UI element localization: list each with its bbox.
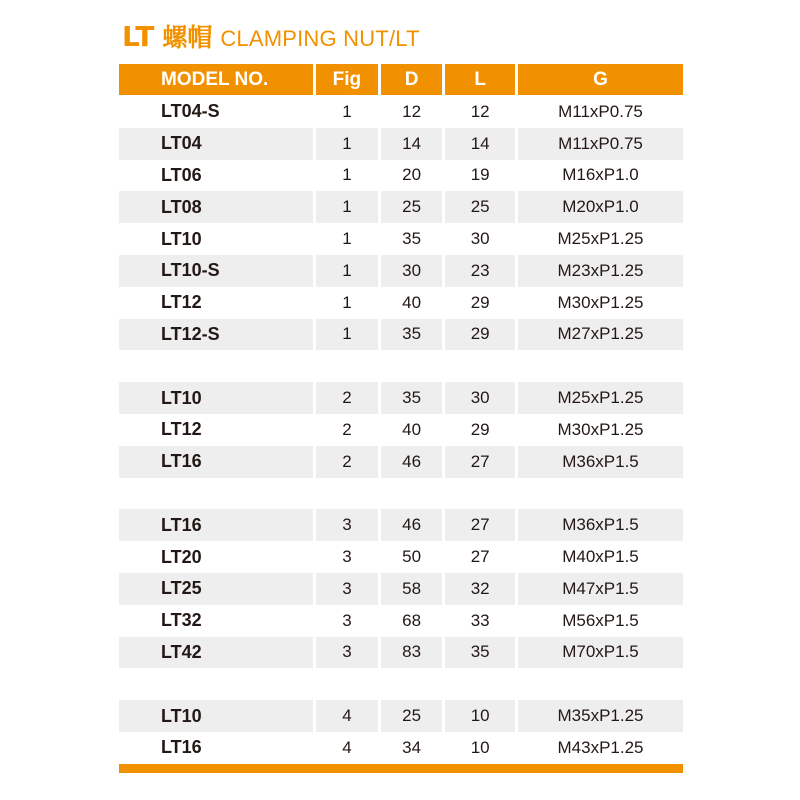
cell-model-no: LT16 <box>161 737 202 758</box>
cell-g: M30xP1.25 <box>557 419 644 439</box>
cell-l: 12 <box>470 101 490 121</box>
cell-fig: 1 <box>316 319 378 351</box>
cell-model-no: LT16 <box>119 446 313 478</box>
table-row <box>119 605 683 637</box>
cell-g: M25xP1.25 <box>518 382 683 414</box>
cell-l: 10 <box>445 700 515 732</box>
cell-g: M35xP1.25 <box>518 700 683 732</box>
cell-model-no: LT16 <box>119 509 313 541</box>
cell-l: 32 <box>445 573 515 605</box>
cell-model-no: LT12-S <box>119 319 313 351</box>
cell-model-no: LT25 <box>119 573 313 605</box>
cell-g: M36xP1.5 <box>518 509 683 541</box>
table-row <box>119 255 683 287</box>
cell-l: 30 <box>470 229 490 249</box>
header-d: D <box>381 64 443 95</box>
cell-model-no: LT08 <box>119 191 313 223</box>
group-spacer <box>119 350 683 382</box>
table-row <box>119 446 683 478</box>
cell-fig: 1 <box>316 255 378 287</box>
cell-fig: 1 <box>342 229 352 249</box>
cell-d: 14 <box>381 128 443 160</box>
table-header-row <box>119 64 683 95</box>
cell-model-no: LT20 <box>161 546 202 567</box>
cell-l: 29 <box>445 319 515 351</box>
cell-d: 35 <box>402 229 422 249</box>
header-fig: Fig <box>316 64 378 95</box>
table-row <box>119 637 683 669</box>
cell-d: 40 <box>402 419 422 439</box>
cell-g: M20xP1.0 <box>518 191 683 223</box>
cell-l: 27 <box>445 509 515 541</box>
cell-model-no: LT04 <box>119 128 313 160</box>
spec-table <box>119 64 683 764</box>
cell-l: 29 <box>470 419 490 439</box>
cell-model-no: LT12 <box>161 419 202 440</box>
cell-model-no: LT10 <box>161 228 202 249</box>
header-g: G <box>518 64 683 95</box>
cell-model-no: LT12 <box>161 292 202 313</box>
cell-d: 68 <box>402 610 422 630</box>
cell-l: 33 <box>470 610 490 630</box>
bottom-divider <box>119 764 683 773</box>
cell-d: 25 <box>381 191 443 223</box>
cell-l: 23 <box>445 255 515 287</box>
cell-d: 30 <box>381 255 443 287</box>
cell-d: 20 <box>402 165 422 185</box>
cell-fig: 2 <box>342 419 352 439</box>
cell-d: 83 <box>381 637 443 669</box>
cell-g: M56xP1.5 <box>562 610 639 630</box>
cell-g: M43xP1.25 <box>557 737 644 757</box>
cell-fig: 3 <box>316 573 378 605</box>
cell-fig: 3 <box>342 610 352 630</box>
cell-d: 50 <box>402 547 422 567</box>
table-row <box>119 319 683 351</box>
cell-fig: 3 <box>342 547 352 567</box>
table-row <box>119 541 683 573</box>
cell-l: 27 <box>445 446 515 478</box>
cell-g: M27xP1.25 <box>518 319 683 351</box>
cell-g: M70xP1.5 <box>518 637 683 669</box>
cell-l: 10 <box>470 737 490 757</box>
cell-l: 19 <box>470 165 490 185</box>
cell-fig: 1 <box>316 128 378 160</box>
title-english: CLAMPING NUT/LT <box>220 26 420 51</box>
cell-model-no: LT10-S <box>119 255 313 287</box>
table-row <box>119 223 683 255</box>
cell-fig: 1 <box>342 292 352 312</box>
cell-fig: 4 <box>342 737 352 757</box>
group-spacer <box>119 668 683 700</box>
cell-d: 46 <box>381 446 443 478</box>
table-row <box>119 732 683 764</box>
cell-fig: 1 <box>342 101 352 121</box>
cell-model-no: LT10 <box>119 700 313 732</box>
cell-model-no: LT06 <box>161 164 202 185</box>
cell-g: M16xP1.0 <box>562 165 639 185</box>
cell-fig: 3 <box>316 637 378 669</box>
cell-l: 29 <box>470 292 490 312</box>
header-l: L <box>445 64 515 95</box>
cell-model-no: LT04-S <box>161 101 220 122</box>
cell-d: 34 <box>402 737 422 757</box>
cell-d: 25 <box>381 700 443 732</box>
group-spacer <box>119 478 683 510</box>
cell-g: M11xP0.75 <box>558 101 643 121</box>
cell-l: 27 <box>470 547 490 567</box>
title-chinese: 螺帽 <box>162 23 213 52</box>
cell-g: M36xP1.5 <box>518 446 683 478</box>
table-row <box>119 700 683 732</box>
cell-fig: 2 <box>316 382 378 414</box>
cell-g: M11xP0.75 <box>518 128 683 160</box>
cell-model-no: LT32 <box>161 610 202 631</box>
cell-fig: 1 <box>316 191 378 223</box>
table-row <box>119 573 683 605</box>
table-row <box>119 287 683 319</box>
cell-l: 14 <box>445 128 515 160</box>
cell-l: 30 <box>445 382 515 414</box>
table-row <box>119 128 683 160</box>
cell-l: 35 <box>445 637 515 669</box>
cell-d: 40 <box>402 292 422 312</box>
page-title <box>122 18 420 58</box>
cell-fig: 3 <box>316 509 378 541</box>
cell-g: M40xP1.5 <box>562 547 639 567</box>
cell-g: M30xP1.25 <box>557 292 644 312</box>
cell-fig: 4 <box>316 700 378 732</box>
table-row <box>119 382 683 414</box>
table-row <box>119 414 683 446</box>
table-body <box>119 96 683 764</box>
table-row <box>119 191 683 223</box>
cell-g: M23xP1.25 <box>518 255 683 287</box>
cell-model-no: LT10 <box>119 382 313 414</box>
cell-d: 46 <box>381 509 443 541</box>
cell-fig: 1 <box>342 165 352 185</box>
table-row <box>119 96 683 128</box>
table-row <box>119 160 683 192</box>
table-row <box>119 509 683 541</box>
cell-g: M25xP1.25 <box>557 229 644 249</box>
title-code: LT <box>122 20 155 53</box>
cell-fig: 2 <box>316 446 378 478</box>
cell-model-no: LT42 <box>119 637 313 669</box>
cell-d: 12 <box>402 101 422 121</box>
cell-d: 35 <box>381 319 443 351</box>
cell-g: M47xP1.5 <box>518 573 683 605</box>
cell-l: 25 <box>445 191 515 223</box>
header-model-no: MODEL NO. <box>119 64 313 95</box>
cell-d: 35 <box>381 382 443 414</box>
cell-d: 58 <box>381 573 443 605</box>
